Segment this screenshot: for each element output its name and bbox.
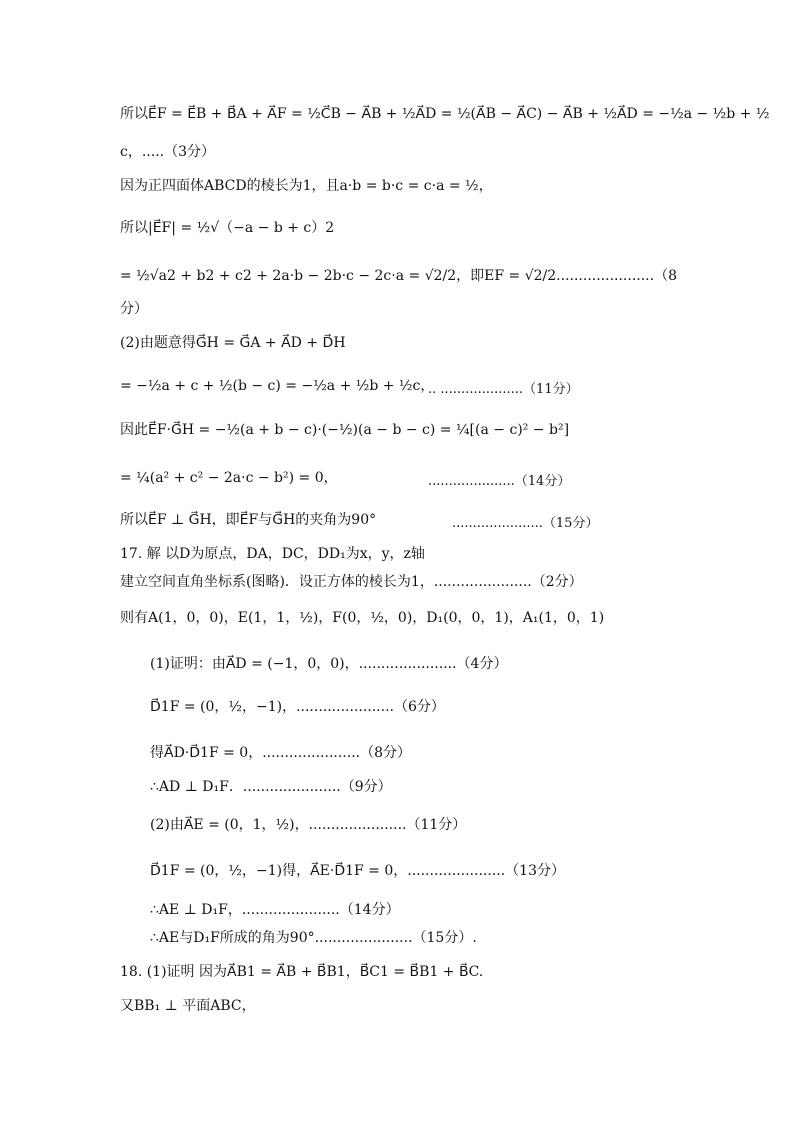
text-line: D⃗1F = (0，½，−1)，......................（6分） xyxy=(150,699,445,715)
text-line: 17. 解 以D为原点，DA，DC，DD₁为x，y，z轴 xyxy=(120,546,425,562)
text-line: 所以E⃗F ⊥ G⃗H，即E⃗F与G⃗H的夹角为90° xyxy=(120,512,377,528)
text-line: (1)证明：由A⃗D = (−1，0，0)，......................（4分） xyxy=(150,656,508,672)
text-line: ∴AE与D₁F所成的角为90°......................（15分）. xyxy=(150,930,477,946)
text-line: c，.....（3分） xyxy=(120,144,215,160)
text-line: 又BB₁ ⊥ 平面ABC， xyxy=(120,998,256,1014)
text-line: D⃗1F = (0，½，−1)得，A⃗E·D⃗1F = 0，......................（13分） xyxy=(150,863,565,879)
score-mark: ......................（15分） xyxy=(452,516,599,531)
text-line: = −½a + c + ½(b − c) = −½a + ½b + ½c， xyxy=(120,378,435,394)
score-mark: .. ....................（11分） xyxy=(428,382,579,397)
text-line: 因此E⃗F·G⃗H = −½(a + b − c)·(−½)(a − b − c) = ¼[(a − c)² − b²] xyxy=(120,422,570,438)
text-line: = ¼(a² + c² − 2a·c − b²) = 0， xyxy=(120,470,338,486)
text-line: (2)由题意得G⃗H = G⃗A + A⃗D + D⃗H xyxy=(120,335,346,351)
text-line: 分） xyxy=(120,301,148,317)
text-line: 18. (1)证明 因为A⃗B1 = A⃗B + B⃗B1，B⃗C1 = B⃗B1 + B⃗C. xyxy=(120,964,484,980)
text-line: = ½√a2 + b2 + c2 + 2a·b − 2b·c − 2c·a = √2/2，即EF = √2/2......................（8 xyxy=(120,268,677,284)
score-mark: .....................（14分） xyxy=(428,474,571,489)
text-line: 所以|E⃗F| = ½√（−a − b + c）2 xyxy=(120,220,335,236)
text-line: 则有A(1，0，0)，E(1，1，½)，F(0，½，0)，D₁(0，0，1)，A₁(1，0，1) xyxy=(120,610,605,626)
text-line: 所以E⃗F = E⃗B + B⃗A + A⃗F = ½C⃗B − A⃗B + ½A⃗D = ½(A⃗B − A⃗C) − A⃗B + ½A⃗D = −½a − ½b + ½ xyxy=(120,106,770,122)
text-line: 因为正四面体ABCD的棱长为1，且a·b = b·c = c·a = ½， xyxy=(120,178,493,194)
text-line: ∴AE ⊥ D₁F，......................（14分） xyxy=(150,902,400,918)
text-line: 得A⃗D·D⃗1F = 0，......................（8分） xyxy=(150,745,412,761)
text-line: 建立空间直角坐标系(图略)．设正方体的棱长为1，......................（2分） xyxy=(120,574,583,590)
text-line: ∴AD ⊥ D₁F．......................（9分） xyxy=(150,779,392,795)
text-line: (2)由A⃗E = (0，1，½)，......................（11分） xyxy=(150,817,467,833)
